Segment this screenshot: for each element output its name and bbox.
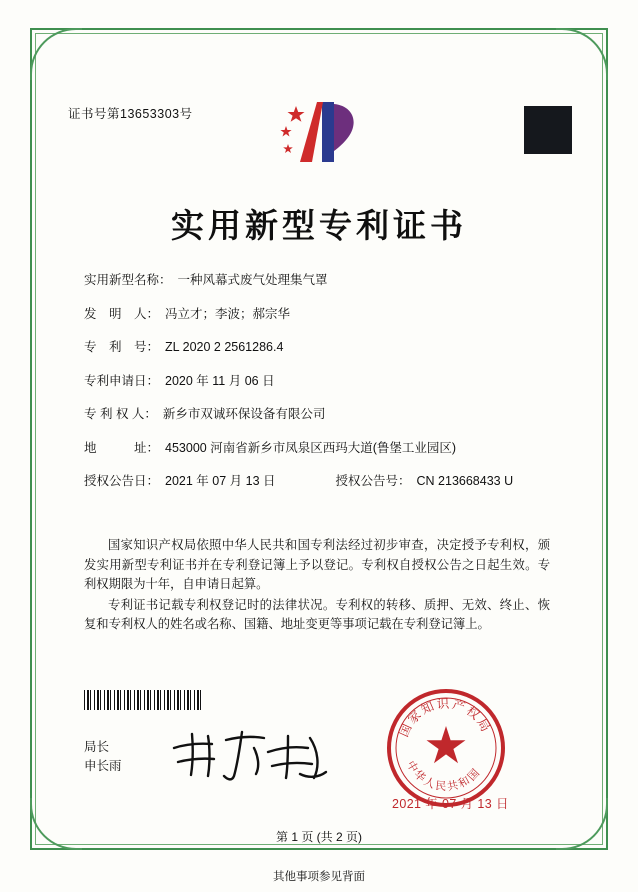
svg-text:国家知识产权局: 国家知识产权局 (395, 695, 495, 740)
paragraph-registry: 专利证书记载专利权登记时的法律状况。专利权的转移、质押、无效、终止、恢复和专利权人的姓名或名称、国籍、地址变更等事项记载在专利登记簿上。 (84, 597, 550, 631)
grant-date-value: 2021 年 07 月 13 日 (165, 474, 276, 488)
director-role-label: 局长 (84, 740, 110, 754)
qr-code-icon (524, 106, 572, 154)
field-value: ZL 2020 2 2561286.4 (165, 340, 284, 354)
seal-date: 2021 年 07 月 13 日 (392, 797, 509, 811)
field-label: 地 址： (84, 440, 160, 455)
field-row-grant (84, 473, 554, 490)
barcode (84, 690, 202, 710)
field-value: 冯立才；李波；郝宗华 (165, 306, 291, 321)
field-label: 专利申请日： (84, 373, 160, 388)
field-list (84, 272, 554, 507)
grant-number-label: 授权公告号： (335, 474, 411, 488)
field-label: 发 明 人： (84, 306, 160, 321)
field-row-name (84, 272, 554, 289)
field-row-patent-number (84, 339, 554, 356)
grant-date-label: 授权公告日： (84, 474, 160, 488)
page-title: 实用新型专利证书 (171, 206, 467, 245)
field-row-patentee (84, 406, 554, 423)
field-label: 实用新型名称： (84, 273, 172, 287)
paragraph-grant: 国家知识产权局依照中华人民共和国专利法经过初步审查，决定授予专利权，颁发实用新型专利证书并在专利登记簿上予以登记。专利权自授权公告之日起生效。专利权期限为十年，自申请日起算。 (84, 538, 550, 591)
handwritten-signature (168, 728, 338, 784)
official-seal (384, 686, 508, 810)
field-label: 专 利 号： (84, 340, 160, 354)
field-value: 453000 河南省新乡市凤泉区西玛大道(鲁堡工业园区) (165, 440, 457, 455)
field-value: 2020 年 11 月 06 日 (165, 373, 275, 388)
cnipa-emblem-icon (276, 96, 362, 170)
grant-number-value: CN 213668433 U (416, 474, 514, 488)
field-value: 新乡市双诚环保设备有限公司 (162, 407, 326, 421)
field-row-inventors (84, 306, 554, 323)
certificate-number: 证书号第13653303号 (68, 107, 193, 121)
director-name-label: 申长雨 (84, 759, 122, 773)
grant-number-group (336, 473, 514, 490)
legal-text (84, 536, 550, 636)
svg-text:中华人民共和国: 中华人民共和国 (403, 758, 484, 794)
field-value: 一种风幕式废气处理集气罩 (177, 273, 328, 287)
field-row-address (84, 440, 554, 457)
page-number: 第 1 页 (共 2 页) (275, 830, 362, 844)
back-side-note: 其他事项参见背面 (273, 871, 365, 883)
signature-block (84, 738, 122, 776)
grant-date-group (84, 473, 276, 490)
field-row-application-date (84, 373, 554, 390)
field-label: 专 利 权 人： (84, 407, 157, 421)
